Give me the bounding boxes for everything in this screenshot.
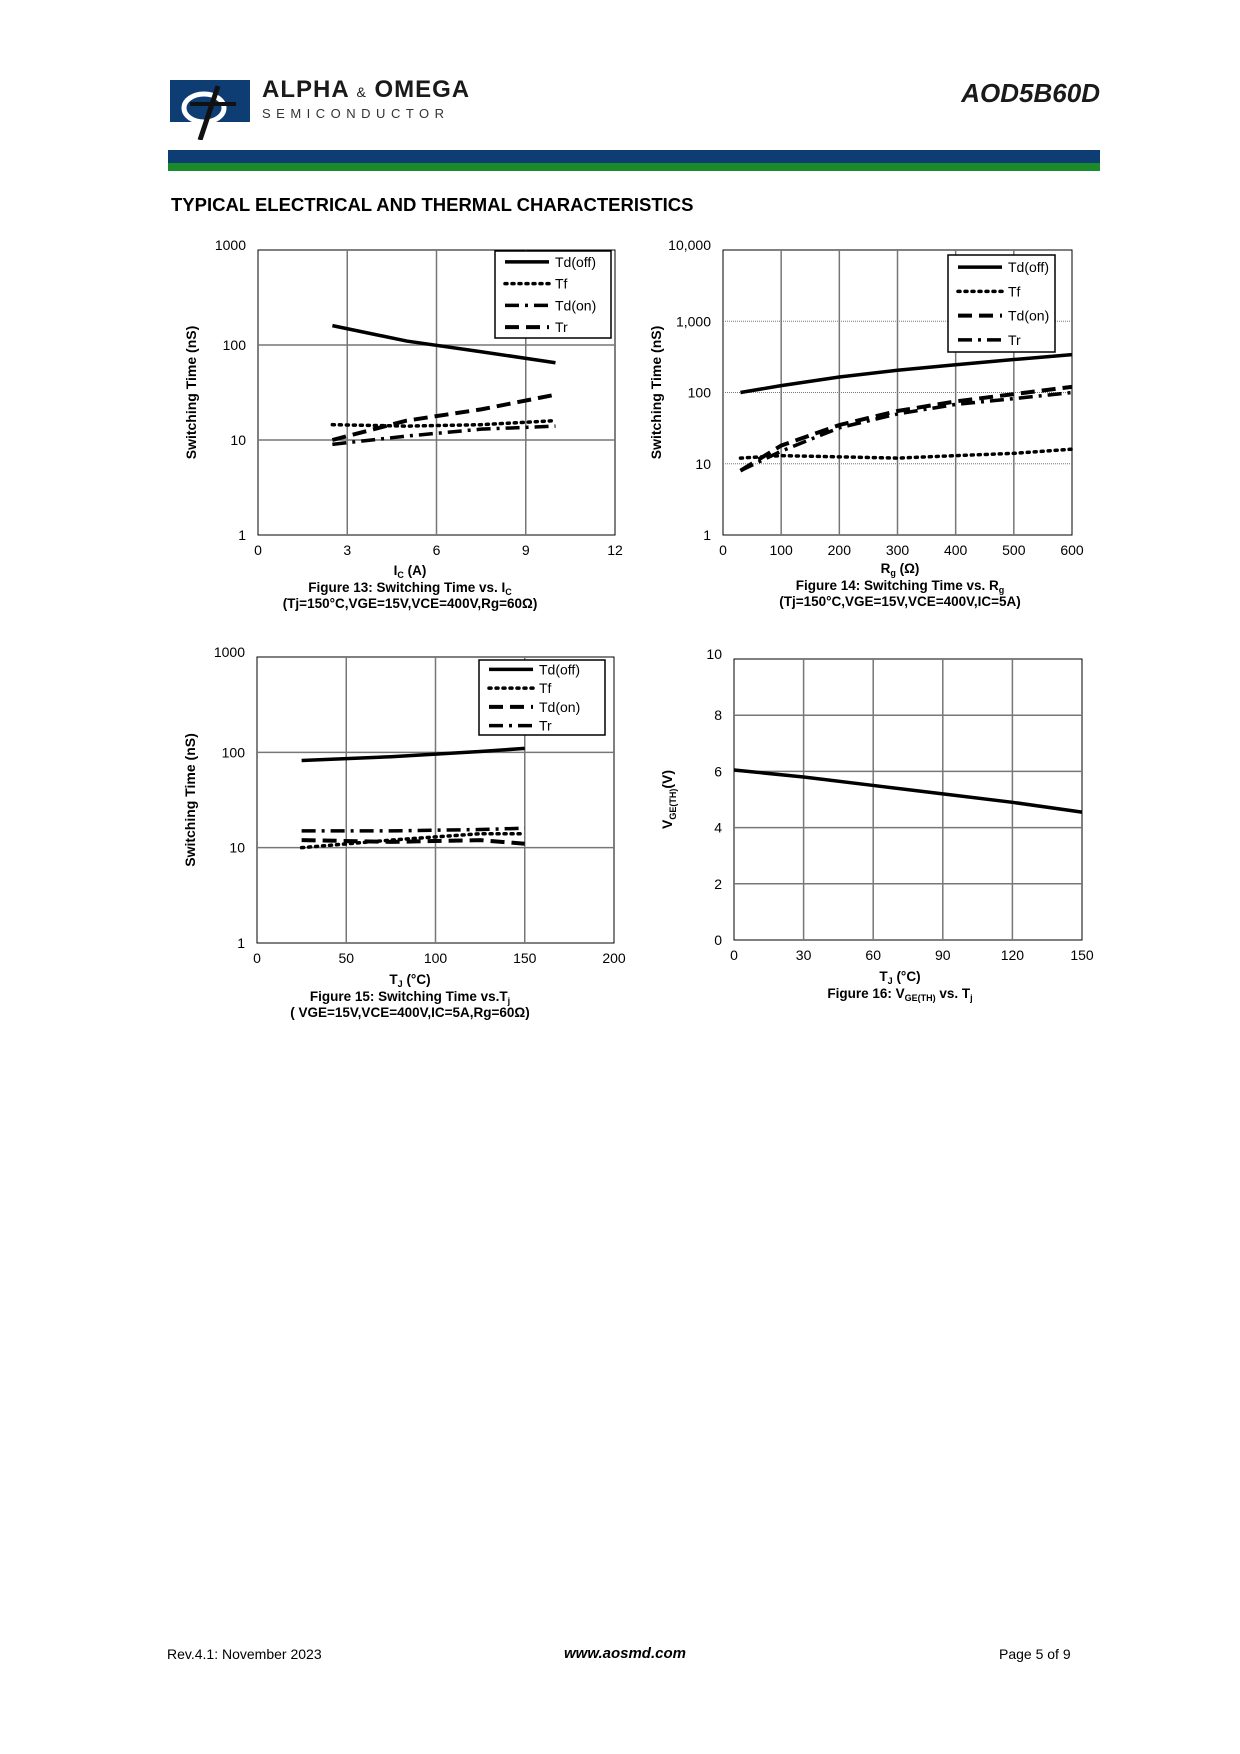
fig16-ytick-label: 0: [714, 932, 722, 948]
footer-revision: Rev.4.1: November 2023: [167, 1646, 322, 1662]
fig14-plot: [648, 237, 1084, 558]
fig16-xlabel: $T_J$ (°C): [879, 969, 921, 986]
fig16-xtick-label: 60: [865, 947, 881, 963]
fig13-xtick-label: 0: [254, 542, 262, 558]
fig13-ytick-label: 1000: [214, 237, 246, 253]
fig16-xtick-label: 30: [795, 947, 812, 963]
fig13-ytick-label: 10: [230, 432, 246, 448]
fig13-xlabel: $I_C$ (A): [393, 563, 427, 580]
fig15-ytick-label: 1000: [213, 644, 245, 660]
fig14-xtick-label: 500: [1002, 542, 1026, 558]
fig14-xtick-label: 600: [1060, 542, 1084, 558]
fig15-xtick-label: 50: [338, 950, 355, 966]
fig13-plot: [183, 237, 623, 558]
fig15-xtick-label: 150: [513, 950, 537, 966]
fig13-legend-label: Tr: [555, 319, 568, 336]
fig14-ytick-label: 10: [695, 455, 711, 472]
footer-website-link[interactable]: www.aosmd.com: [564, 1645, 686, 1662]
fig16-ytick-label: 8: [714, 707, 722, 724]
fig14-legend-label: Tf: [1008, 283, 1021, 300]
fig14-legend-label: Tr: [1008, 331, 1021, 348]
fig14-ytick-label: 100: [687, 384, 711, 401]
fig15-legend-label: Tr: [539, 717, 552, 734]
fig15-ylabel: Switching Time (nS): [182, 733, 198, 867]
fig13-ylabel: Switching Time (nS): [183, 325, 199, 460]
fig15-ytick-label: 100: [221, 744, 245, 761]
fig16-xtick-label: 90: [935, 947, 951, 963]
fig16-plot: [659, 646, 1094, 963]
fig13-legend-label: Tf: [555, 275, 568, 292]
fig15-ytick-label: 10: [229, 839, 245, 856]
fig14-xlabel: $R_g$ (Ω): [880, 561, 920, 578]
fig16-ytick-label: 6: [714, 763, 722, 780]
fig13-caption: Figure 13: Switching Time vs. $I_C$ (Tj=150°C,VGE=15V,VCE=400V,Rg=60Ω): [282, 580, 538, 611]
fig13-xtick-label: 9: [521, 542, 530, 558]
fig14-legend-label: Td(on): [1008, 307, 1050, 324]
fig14-xtick-label: 100: [769, 542, 793, 558]
fig16-ytick-label: 10: [706, 646, 722, 662]
fig16-ytick-label: 4: [714, 819, 722, 836]
fig13-xtick-label: 3: [343, 542, 352, 558]
fig13-xtick-label: 12: [607, 542, 623, 558]
fig13-xtick-label: 6: [432, 542, 441, 558]
fig16-caption: Figure 16: $V_{GE(TH)}$ vs. $T_j$: [827, 986, 973, 1003]
section-title: TYPICAL ELECTRICAL AND THERMAL CHARACTERISTICS: [171, 194, 694, 215]
brand-name: ALPHA & OMEGA: [262, 76, 471, 103]
fig13-legend-label: Td(on): [555, 297, 597, 314]
part-number: AOD5B60D: [961, 78, 1100, 108]
fig15-caption: Figure 15: Switching Time $vs.T_j$ ( VGE=15V,VCE=400V,IC=5A,Rg=60Ω): [290, 989, 530, 1020]
fig14-xtick-label: 400: [943, 542, 968, 558]
fig15-legend-label: Td(off): [539, 661, 580, 678]
fig13-ytick-label: 100: [222, 337, 246, 353]
fig15-ytick-label: 1: [237, 935, 245, 951]
fig16-ylabel: $V_{GE(TH)}(V)$: [659, 769, 678, 830]
fig16-xtick-label: 150: [1070, 947, 1094, 963]
fig15-xlabel: $T_J$ (°C): [389, 972, 431, 989]
fig15-legend-label: Td(on): [539, 698, 581, 715]
fig14-xtick-label: 0: [719, 542, 727, 558]
fig14-xtick-label: 300: [885, 542, 910, 558]
fig14-xtick-label: 200: [827, 542, 852, 558]
fig15-plot: [182, 644, 626, 966]
fig14-legend-label: Td(off): [1008, 259, 1049, 276]
fig14-ytick-label: 1,000: [675, 313, 711, 330]
fig16-frame: [734, 659, 1082, 940]
footer-page-number: Page 5 of 9: [999, 1646, 1071, 1662]
fig16-xtick-label: 0: [730, 947, 738, 963]
fig13-ytick-label: 1: [238, 527, 246, 543]
fig14-ytick-label: 10,000: [668, 237, 711, 253]
fig15-xtick-label: 100: [423, 950, 448, 966]
fig15-xtick-label: 0: [253, 950, 261, 966]
fig15-xtick-label: 200: [602, 950, 626, 966]
fig16-ytick-label: 2: [714, 875, 722, 892]
fig14-ytick-label: 1: [703, 527, 711, 543]
fig16-xtick-label: 120: [1000, 947, 1025, 963]
fig15-legend-label: Tf: [539, 680, 552, 697]
fig14-caption: Figure 14: Switching Time vs. $R_g$ (Tj=150°C,VGE=15V,VCE=400V,IC=5A): [779, 578, 1021, 609]
fig13-legend-label: Td(off): [555, 253, 596, 270]
brand-subtitle: SEMICONDUCTOR: [262, 106, 450, 121]
fig14-ylabel: Switching Time (nS): [648, 325, 664, 460]
